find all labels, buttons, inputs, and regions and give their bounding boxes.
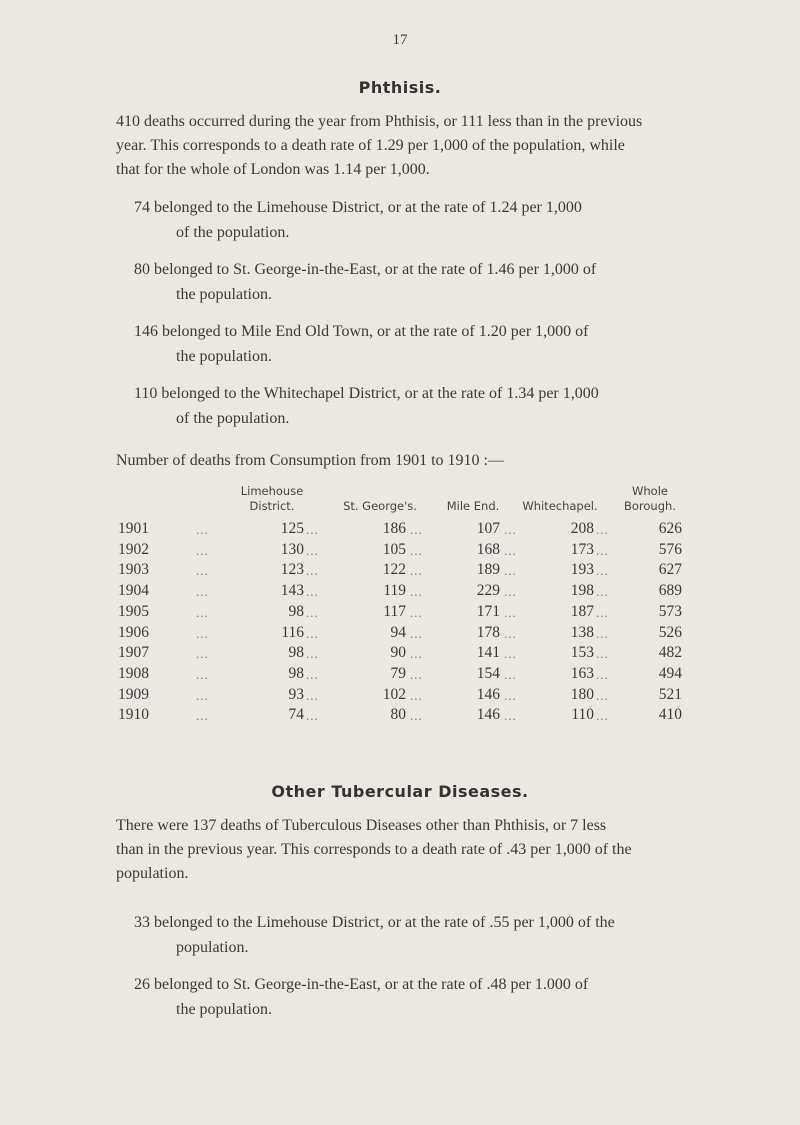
phthisis-intro-line-1: 410 deaths occurred during the year from Phthisis, or 111 less than in the previous xyxy=(116,113,643,130)
cell-st-george: 94 xyxy=(390,623,406,641)
cell-limehouse: 125 xyxy=(280,520,304,537)
cell-whole: 494 xyxy=(658,664,682,682)
row-year: 1909 xyxy=(118,685,149,703)
table-row xyxy=(0,644,800,666)
cell-whitechapel: 138 xyxy=(570,623,594,641)
leader-dots: ... xyxy=(196,563,209,579)
item-number: 146 xyxy=(134,323,158,340)
cell-whitechapel: 110 xyxy=(571,706,594,724)
cell-limehouse: 93 xyxy=(288,685,304,703)
item-text-line-1: belonged to the Limehouse District, or at the rate of 1.24 per 1,000 xyxy=(154,199,582,216)
leader-dots: ... xyxy=(410,563,423,579)
row-year: 1906 xyxy=(118,623,149,641)
table-row xyxy=(0,582,800,604)
list-item xyxy=(134,910,770,960)
table-row xyxy=(0,686,800,708)
phthisis-intro-line-2: year. This corresponds to a death rate of 1.29 per 1,000 of the population, while xyxy=(116,137,625,154)
leader-dots: ... xyxy=(596,666,609,682)
cell-limehouse: 116 xyxy=(281,623,304,641)
row-year: 1903 xyxy=(118,561,149,579)
header-whole-borough xyxy=(600,484,700,514)
leader-dots: ... xyxy=(596,708,609,724)
cell-st-george: 102 xyxy=(382,685,406,703)
item-text-line-1: belonged to the Limehouse District, or at the rate of .55 per 1,000 of the xyxy=(154,914,615,931)
leader-dots: ... xyxy=(504,708,517,724)
list-item xyxy=(134,319,770,369)
other-intro-line-3: population. xyxy=(116,865,189,882)
cell-whole: 482 xyxy=(658,644,682,662)
cell-mile-end: 171 xyxy=(476,602,500,620)
leader-dots: ... xyxy=(306,708,319,724)
other-intro-line-2: than in the previous year. This corresponds to a death rate of .43 per 1,000 of the xyxy=(116,841,632,858)
header-mile-end: Mile End. xyxy=(446,499,500,513)
cell-mile-end: 146 xyxy=(476,706,500,724)
leader-dots: ... xyxy=(596,604,609,620)
other-intro-line-1: There were 137 deaths of Tuberculous Diseases other than Phthisis, or 7 less xyxy=(116,817,607,834)
cell-st-george: 80 xyxy=(390,706,406,724)
leader-dots: ... xyxy=(596,522,609,537)
cell-mile-end: 168 xyxy=(476,540,500,558)
cell-mile-end: 189 xyxy=(476,561,500,579)
item-number: 74 xyxy=(134,199,150,216)
row-year: 1908 xyxy=(118,664,149,682)
item-text-line-2: the population. xyxy=(176,286,272,303)
table-row xyxy=(0,541,800,563)
table-row xyxy=(0,665,800,687)
leader-dots: ... xyxy=(596,563,609,579)
row-year: 1902 xyxy=(118,540,149,558)
leader-dots: ... xyxy=(196,666,209,682)
leader-dots: ... xyxy=(504,646,517,662)
leader-dots: ... xyxy=(504,687,517,703)
phthisis-intro-line-3: that for the whole of London was 1.14 per 1,000. xyxy=(116,161,430,178)
cell-whole: 626 xyxy=(658,520,682,537)
cell-whitechapel: 180 xyxy=(570,685,594,703)
cell-whitechapel: 187 xyxy=(570,602,594,620)
header-st-george: St. George's. xyxy=(343,499,417,513)
cell-whole: 573 xyxy=(658,602,682,620)
leader-dots: ... xyxy=(306,687,319,703)
cell-limehouse: 98 xyxy=(288,664,304,682)
leader-dots: ... xyxy=(596,584,609,600)
header-whole-line-2: Borough. xyxy=(624,499,676,513)
leader-dots: ... xyxy=(306,646,319,662)
item-number: 110 xyxy=(134,385,158,402)
cell-whole: 526 xyxy=(658,623,682,641)
leader-dots: ... xyxy=(504,584,517,600)
leader-dots: ... xyxy=(306,542,319,558)
header-limehouse-line-2: District. xyxy=(249,499,295,513)
list-item xyxy=(134,195,770,245)
cell-st-george: 119 xyxy=(383,582,406,600)
cell-mile-end: 107 xyxy=(476,520,500,537)
leader-dots: ... xyxy=(306,563,319,579)
leader-dots: ... xyxy=(410,542,423,558)
leader-dots: ... xyxy=(504,522,517,537)
table-row xyxy=(0,706,800,728)
item-number: 26 xyxy=(134,976,150,993)
leader-dots: ... xyxy=(596,625,609,641)
table-intro: Number of deaths from Consumption from 1901 to 1910 :— xyxy=(116,452,504,469)
item-text-line-2: of the population. xyxy=(176,410,290,427)
cell-st-george: 117 xyxy=(383,602,406,620)
leader-dots: ... xyxy=(410,646,423,662)
cell-whitechapel: 193 xyxy=(570,561,594,579)
cell-st-george: 105 xyxy=(382,540,406,558)
leader-dots: ... xyxy=(196,708,209,724)
cell-whole: 521 xyxy=(658,685,682,703)
cell-mile-end: 141 xyxy=(476,644,500,662)
leader-dots: ... xyxy=(196,625,209,641)
cell-limehouse: 98 xyxy=(288,644,304,662)
cell-limehouse: 143 xyxy=(280,582,304,600)
cell-whitechapel: 198 xyxy=(570,582,594,600)
cell-whole: 576 xyxy=(658,540,682,558)
leader-dots: ... xyxy=(596,542,609,558)
other-diseases-heading: Other Tubercular Diseases. xyxy=(271,782,529,801)
leader-dots: ... xyxy=(504,625,517,641)
cell-mile-end: 229 xyxy=(476,582,500,600)
leader-dots: ... xyxy=(306,584,319,600)
item-text-line-2: of the population. xyxy=(176,224,290,241)
cell-limehouse: 130 xyxy=(280,540,304,558)
cell-whole: 689 xyxy=(658,582,682,600)
cell-mile-end: 178 xyxy=(476,623,500,641)
table-row xyxy=(0,561,800,583)
list-item xyxy=(134,381,770,431)
leader-dots: ... xyxy=(596,646,609,662)
leader-dots: ... xyxy=(196,584,209,600)
cell-st-george: 79 xyxy=(390,664,406,682)
leader-dots: ... xyxy=(504,604,517,620)
cell-whitechapel: 153 xyxy=(570,644,594,662)
header-whole-line-1: Whole xyxy=(632,484,668,498)
table-row xyxy=(0,603,800,625)
item-text-line-2: population. xyxy=(176,939,249,956)
table-row xyxy=(0,520,800,542)
item-number: 33 xyxy=(134,914,150,931)
row-year: 1905 xyxy=(118,602,149,620)
cell-whitechapel: 173 xyxy=(570,540,594,558)
cell-mile-end: 154 xyxy=(476,664,500,682)
cell-limehouse: 123 xyxy=(280,561,304,579)
page-number: 17 xyxy=(392,32,408,48)
list-item xyxy=(134,257,770,307)
cell-st-george: 90 xyxy=(390,644,406,662)
leader-dots: ... xyxy=(410,584,423,600)
row-year: 1904 xyxy=(118,582,149,600)
cell-whole: 627 xyxy=(658,561,682,579)
leader-dots: ... xyxy=(504,666,517,682)
cell-st-george: 186 xyxy=(382,520,406,537)
cell-mile-end: 146 xyxy=(476,685,500,703)
item-text-line-1: belonged to St. George-in-the-East, or at the rate of .48 per 1.000 of xyxy=(154,976,589,993)
row-year: 1907 xyxy=(118,644,149,662)
leader-dots: ... xyxy=(306,522,319,537)
leader-dots: ... xyxy=(196,646,209,662)
header-whitechapel: Whitechapel. xyxy=(522,499,598,513)
leader-dots: ... xyxy=(410,666,423,682)
leader-dots: ... xyxy=(410,708,423,724)
item-text-line-2: the population. xyxy=(176,1001,272,1018)
item-text-line-2: the population. xyxy=(176,348,272,365)
leader-dots: ... xyxy=(196,522,209,537)
header-limehouse xyxy=(222,484,322,514)
leader-dots: ... xyxy=(504,563,517,579)
cell-whitechapel: 163 xyxy=(570,664,594,682)
phthisis-heading: Phthisis. xyxy=(358,78,442,97)
leader-dots: ... xyxy=(196,687,209,703)
cell-limehouse: 98 xyxy=(288,602,304,620)
cell-whole: 410 xyxy=(658,706,682,724)
leader-dots: ... xyxy=(306,625,319,641)
leader-dots: ... xyxy=(410,625,423,641)
leader-dots: ... xyxy=(196,604,209,620)
leader-dots: ... xyxy=(306,604,319,620)
leader-dots: ... xyxy=(410,687,423,703)
leader-dots: ... xyxy=(196,542,209,558)
leader-dots: ... xyxy=(410,604,423,620)
header-limehouse-line-1: Limehouse xyxy=(240,484,304,498)
leader-dots: ... xyxy=(306,666,319,682)
row-year: 1910 xyxy=(118,706,149,724)
item-text-line-1: belonged to St. George-in-the-East, or at the rate of 1.46 per 1,000 of xyxy=(154,261,597,278)
leader-dots: ... xyxy=(410,522,423,537)
table-row xyxy=(0,624,800,646)
cell-st-george: 122 xyxy=(382,561,406,579)
item-number: 80 xyxy=(134,261,150,278)
item-text-line-1: belonged to the Whitechapel District, or at the rate of 1.34 per 1,000 xyxy=(161,385,599,402)
leader-dots: ... xyxy=(504,542,517,558)
item-text-line-1: belonged to Mile End Old Town, or at the rate of 1.20 per 1,000 of xyxy=(162,323,589,340)
row-year: 1901 xyxy=(118,520,149,537)
leader-dots: ... xyxy=(596,687,609,703)
cell-limehouse: 74 xyxy=(288,706,304,724)
cell-whitechapel: 208 xyxy=(570,520,594,537)
list-item xyxy=(134,972,770,1022)
